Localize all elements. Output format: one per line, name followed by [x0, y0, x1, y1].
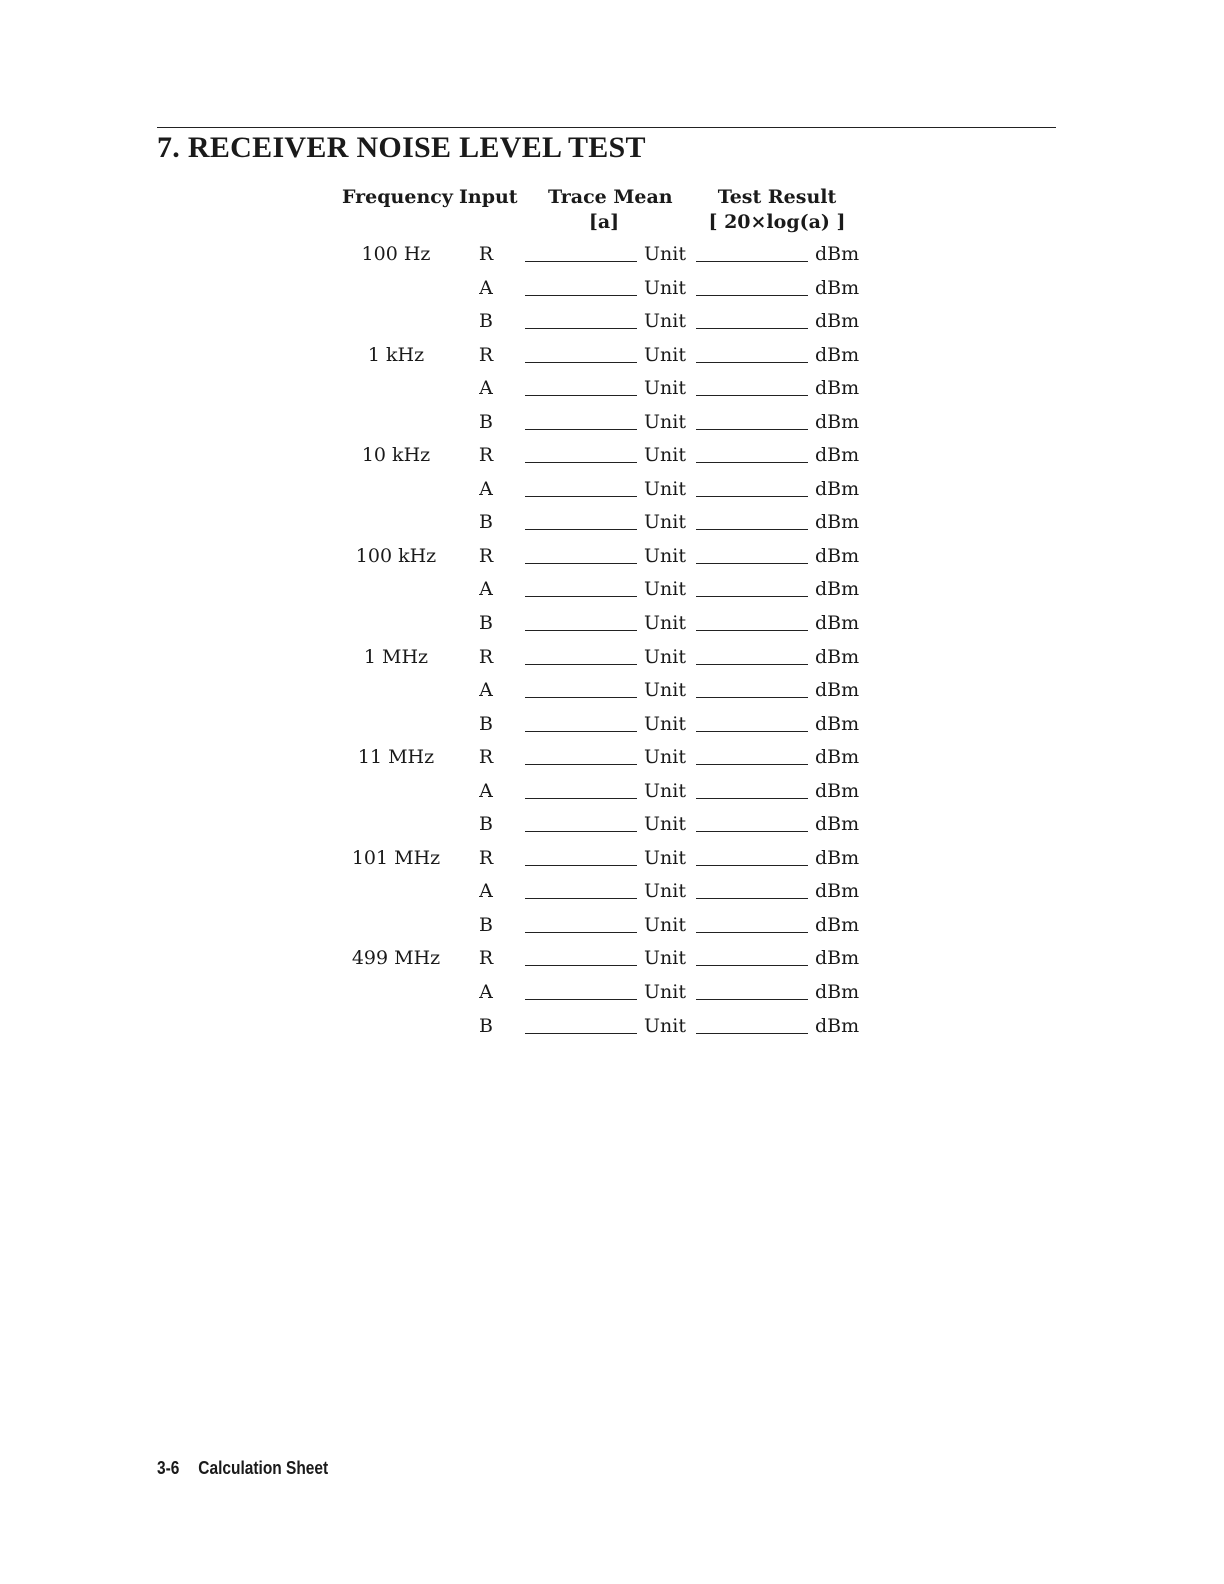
unit-label: Unit: [644, 243, 686, 265]
trace-mean-blank[interactable]: [525, 563, 637, 564]
table-row: [0, 273, 1224, 307]
input-cell: R: [478, 645, 494, 668]
table-row: [0, 407, 1224, 441]
input-cell: R: [478, 947, 494, 970]
table-row: [0, 675, 1224, 709]
section-divider: [157, 127, 1056, 128]
dbm-label: dBm: [815, 243, 860, 265]
input-cell: R: [478, 444, 494, 467]
test-result-blank[interactable]: [696, 932, 808, 933]
frequency-cell: 1 kHz: [367, 343, 425, 366]
test-result-blank[interactable]: [696, 429, 808, 430]
input-cell: R: [478, 846, 494, 869]
trace-mean-blank[interactable]: [525, 664, 637, 665]
frequency-cell: 499 MHz: [351, 947, 441, 970]
dbm-label: dBm: [815, 276, 860, 299]
table-row: [0, 306, 1224, 340]
input-cell: R: [478, 343, 494, 366]
unit-label: Unit: [644, 477, 686, 500]
trace-mean-blank[interactable]: [525, 496, 637, 497]
trace-mean-blank[interactable]: [525, 865, 637, 866]
dbm-label: dBm: [815, 947, 860, 970]
test-result-blank[interactable]: [696, 999, 808, 1000]
unit-label: Unit: [644, 276, 686, 299]
dbm-label: dBm: [815, 310, 860, 333]
input-cell: B: [479, 511, 493, 534]
dbm-label: dBm: [815, 343, 860, 366]
trace-mean-blank[interactable]: [525, 429, 637, 430]
test-result-blank[interactable]: [696, 664, 808, 665]
unit-label: Unit: [644, 1014, 686, 1037]
header-frequency: Frequency: [342, 186, 453, 208]
trace-mean-blank[interactable]: [525, 697, 637, 698]
dbm-label: dBm: [815, 779, 860, 802]
unit-label: Unit: [644, 947, 686, 970]
unit-label: Unit: [644, 410, 686, 433]
table-row: [0, 608, 1224, 642]
table-row: [0, 809, 1224, 843]
test-result-blank[interactable]: [696, 462, 808, 463]
input-cell: A: [479, 578, 493, 601]
trace-mean-blank[interactable]: [525, 295, 637, 296]
test-result-blank[interactable]: [696, 395, 808, 396]
trace-mean-blank[interactable]: [525, 965, 637, 966]
results-table: [0, 239, 1224, 1044]
dbm-label: dBm: [815, 511, 860, 534]
input-cell: B: [479, 410, 493, 433]
table-row: [0, 239, 1224, 273]
input-cell: A: [479, 779, 493, 802]
input-cell: A: [479, 477, 493, 500]
dbm-label: dBm: [815, 444, 860, 467]
table-row: [0, 776, 1224, 810]
table-row: [0, 574, 1224, 608]
unit-label: Unit: [644, 645, 686, 668]
test-result-blank[interactable]: [696, 731, 808, 732]
test-result-blank[interactable]: [696, 529, 808, 530]
trace-mean-blank[interactable]: [525, 630, 637, 631]
trace-mean-blank[interactable]: [525, 596, 637, 597]
frequency-cell: 101 MHz: [351, 846, 441, 869]
test-result-blank[interactable]: [696, 563, 808, 564]
input-cell: B: [479, 813, 493, 836]
input-cell: B: [479, 612, 493, 635]
dbm-label: dBm: [815, 1014, 860, 1037]
trace-mean-blank[interactable]: [525, 529, 637, 530]
table-row: [0, 507, 1224, 541]
dbm-label: dBm: [815, 377, 860, 400]
unit-label: Unit: [644, 913, 686, 936]
input-cell: A: [479, 880, 493, 903]
dbm-label: dBm: [815, 880, 860, 903]
table-row: [0, 742, 1224, 776]
table-row: [0, 709, 1224, 743]
test-result-blank[interactable]: [696, 328, 808, 329]
trace-mean-blank[interactable]: [525, 798, 637, 799]
table-row: [0, 373, 1224, 407]
input-cell: R: [478, 746, 494, 769]
trace-mean-blank[interactable]: [525, 898, 637, 899]
unit-label: Unit: [644, 544, 686, 567]
test-result-blank[interactable]: [696, 898, 808, 899]
test-result-blank[interactable]: [696, 295, 808, 296]
table-row: [0, 642, 1224, 676]
test-result-blank[interactable]: [696, 697, 808, 698]
trace-mean-blank[interactable]: [525, 395, 637, 396]
table-row: [0, 910, 1224, 944]
dbm-label: dBm: [815, 477, 860, 500]
unit-label: Unit: [644, 343, 686, 366]
unit-label: Unit: [644, 444, 686, 467]
test-result-blank[interactable]: [696, 630, 808, 631]
input-cell: A: [479, 276, 493, 299]
test-result-blank[interactable]: [696, 261, 808, 262]
input-cell: A: [479, 679, 493, 702]
unit-label: Unit: [644, 813, 686, 836]
trace-mean-blank[interactable]: [525, 261, 637, 262]
test-result-blank[interactable]: [696, 965, 808, 966]
table-row: [0, 541, 1224, 575]
table-row: [0, 474, 1224, 508]
dbm-label: dBm: [815, 913, 860, 936]
unit-label: Unit: [644, 746, 686, 769]
header-trace-mean: Trace Mean: [548, 186, 673, 208]
frequency-cell: 100 Hz: [361, 243, 431, 265]
test-result-blank[interactable]: [696, 798, 808, 799]
trace-mean-blank[interactable]: [525, 764, 637, 765]
page-footer: [157, 1458, 328, 1479]
table-row: [0, 876, 1224, 910]
test-result-blank[interactable]: [696, 596, 808, 597]
trace-mean-blank[interactable]: [525, 831, 637, 832]
header-trace-mean-sub: [a]: [588, 211, 620, 233]
footer-section-name: Calculation Sheet: [198, 1458, 329, 1478]
input-cell: B: [479, 310, 493, 333]
frequency-cell: 11 MHz: [357, 746, 435, 769]
test-result-blank[interactable]: [696, 831, 808, 832]
trace-mean-blank[interactable]: [525, 1033, 637, 1034]
test-result-blank[interactable]: [696, 764, 808, 765]
unit-label: Unit: [644, 310, 686, 333]
table-row: [0, 943, 1224, 977]
page-number: 3-6: [157, 1458, 180, 1478]
test-result-blank[interactable]: [696, 362, 808, 363]
dbm-label: dBm: [815, 544, 860, 567]
unit-label: Unit: [644, 779, 686, 802]
unit-label: Unit: [644, 578, 686, 601]
input-cell: R: [478, 243, 494, 265]
table-row: [0, 440, 1224, 474]
trace-mean-blank[interactable]: [525, 999, 637, 1000]
unit-label: Unit: [644, 981, 686, 1004]
header-input: Input: [459, 186, 518, 208]
header-test-result-sub: [ 20×log(a) ]: [708, 211, 846, 233]
frequency-cell: 1 MHz: [363, 645, 429, 668]
trace-mean-blank[interactable]: [525, 462, 637, 463]
test-result-blank[interactable]: [696, 496, 808, 497]
dbm-label: dBm: [815, 846, 860, 869]
test-result-blank[interactable]: [696, 1033, 808, 1034]
unit-label: Unit: [644, 511, 686, 534]
table-row: [0, 1011, 1224, 1045]
unit-label: Unit: [644, 880, 686, 903]
dbm-label: dBm: [815, 578, 860, 601]
input-cell: A: [479, 377, 493, 400]
dbm-label: dBm: [815, 712, 860, 735]
trace-mean-blank[interactable]: [525, 731, 637, 732]
dbm-label: dBm: [815, 981, 860, 1004]
trace-mean-blank[interactable]: [525, 362, 637, 363]
input-cell: R: [478, 544, 494, 567]
unit-label: Unit: [644, 612, 686, 635]
frequency-cell: 100 kHz: [355, 544, 437, 567]
dbm-label: dBm: [815, 813, 860, 836]
table-row: [0, 843, 1224, 877]
trace-mean-blank[interactable]: [525, 328, 637, 329]
frequency-cell: 10 kHz: [361, 444, 431, 467]
dbm-label: dBm: [815, 645, 860, 668]
unit-label: Unit: [644, 846, 686, 869]
unit-label: Unit: [644, 712, 686, 735]
trace-mean-blank[interactable]: [525, 932, 637, 933]
input-cell: B: [479, 712, 493, 735]
header-test-result: Test Result: [717, 186, 837, 208]
section-title: 7. RECEIVER NOISE LEVEL TEST: [157, 131, 646, 164]
table-row: [0, 340, 1224, 374]
input-cell: B: [479, 1014, 493, 1037]
input-cell: A: [479, 981, 493, 1004]
dbm-label: dBm: [815, 410, 860, 433]
dbm-label: dBm: [815, 612, 860, 635]
table-row: [0, 977, 1224, 1011]
input-cell: B: [479, 913, 493, 936]
dbm-label: dBm: [815, 746, 860, 769]
test-result-blank[interactable]: [696, 865, 808, 866]
unit-label: Unit: [644, 679, 686, 702]
dbm-label: dBm: [815, 679, 860, 702]
unit-label: Unit: [644, 377, 686, 400]
